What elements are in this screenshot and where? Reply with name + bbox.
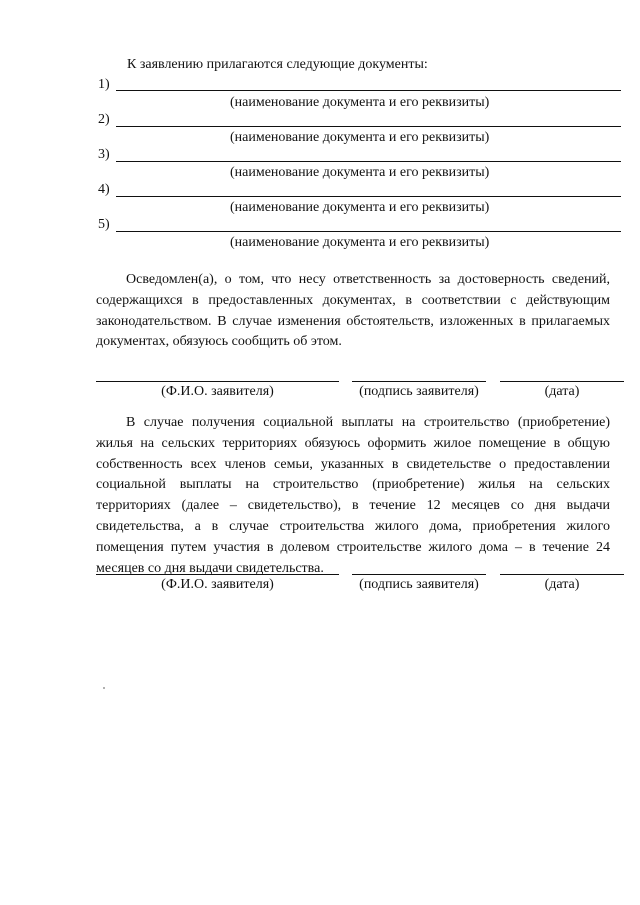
attachment-caption-5: (наименование документа и его реквизиты) (230, 235, 490, 250)
attachment-line-3[interactable] (116, 161, 621, 162)
attachment-number-4: 4) (98, 182, 110, 197)
applicant-signature-caption-2: (подпись заявителя) (359, 577, 479, 592)
applicant-name-caption-2: (Ф.И.О. заявителя) (161, 577, 274, 592)
attachment-number-5: 5) (98, 217, 110, 232)
scan-speck (103, 687, 105, 689)
obligation-paragraph (96, 413, 610, 579)
acknowledgement-text: Осведомлен(а), о том, что несу ответственность за достоверность сведений, содержащихся в предоставленных документах, в соответствии с действующим законодательством. В случае изменения обстоятельств, изложенных в прилагаемых документах, обязуюсь сообщить об этом. (96, 272, 610, 350)
date-caption-1: (дата) (544, 384, 580, 399)
attachment-line-5[interactable] (116, 231, 621, 232)
applicant-name-caption-1: (Ф.И.О. заявителя) (161, 384, 274, 399)
attachment-line-1[interactable] (116, 90, 621, 91)
attachment-number-3: 3) (98, 147, 110, 162)
date-caption-2: (дата) (544, 577, 580, 592)
attachment-caption-3: (наименование документа и его реквизиты) (230, 165, 490, 180)
acknowledgement-paragraph (96, 270, 610, 353)
applicant-signature-line-2[interactable] (352, 574, 486, 575)
applicant-signature-line-1[interactable] (352, 381, 486, 382)
attachment-number-1: 1) (98, 77, 110, 92)
attachment-line-2[interactable] (116, 126, 621, 127)
applicant-signature-caption-1: (подпись заявителя) (359, 384, 479, 399)
applicant-name-line-2[interactable] (96, 574, 339, 575)
obligation-text: В случае получения социальной выплаты на строительство (приобретение) жилья на сельских территориях обязуюсь оформить жилое помещение в общую собственность всех членов семьи, указанных в свидетельстве о предоставлении социальной выплаты на строительство (приобретение) жилья на сельских территориях (далее – свидетельство), в течение 12 месяцев со дня выдачи свидетельства, а в случае строительства жилого дома, приобретения жилого помещения путем участия в долевом строительстве жилого дома – в течение 24 месяцев со дня выдачи свидетельства. (96, 415, 610, 576)
date-line-2[interactable] (500, 574, 624, 575)
attachments-intro: К заявлению прилагаются следующие документы: (127, 57, 428, 72)
date-line-1[interactable] (500, 381, 624, 382)
attachment-caption-1: (наименование документа и его реквизиты) (230, 95, 490, 110)
applicant-name-line-1[interactable] (96, 381, 339, 382)
attachment-line-4[interactable] (116, 196, 621, 197)
attachment-number-2: 2) (98, 112, 110, 127)
attachment-caption-4: (наименование документа и его реквизиты) (230, 200, 490, 215)
attachment-caption-2: (наименование документа и его реквизиты) (230, 130, 490, 145)
